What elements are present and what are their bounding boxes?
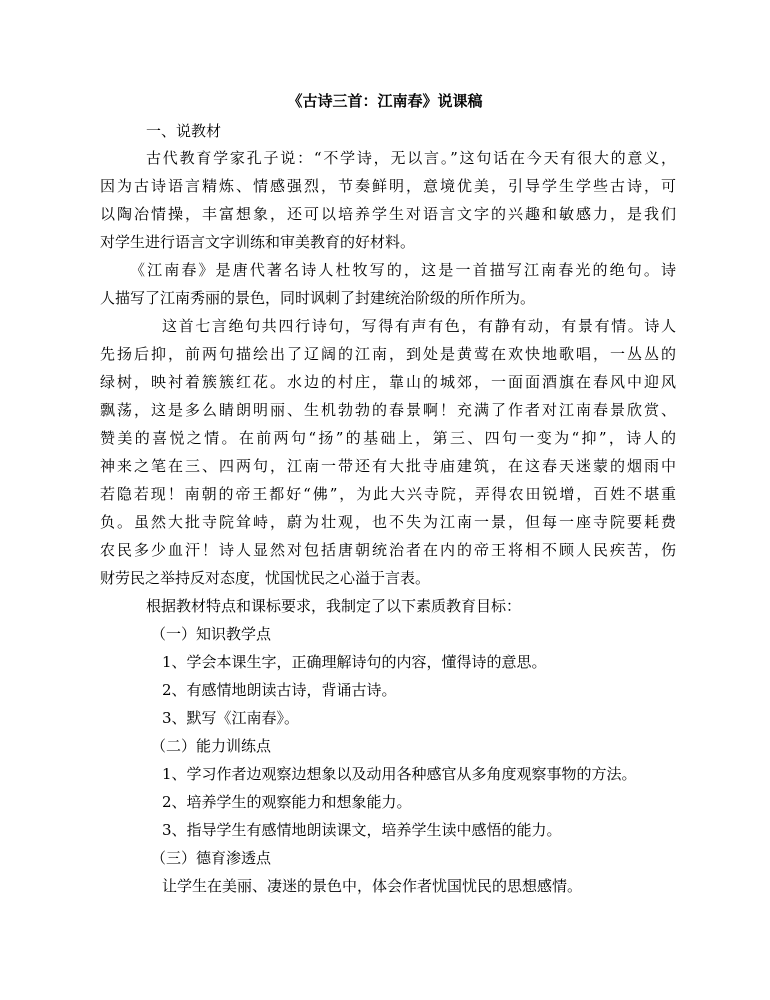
subsection-heading: （一）知识教学点	[151, 625, 272, 643]
paragraph-line: 根据教材特点和课标要求，我制定了以下素质教育目标：	[146, 597, 522, 615]
list-item: 1、学会本课生字，正确理解诗句的内容，懂得诗的意思。	[162, 653, 547, 671]
list-item: 2、有感情地朗读古诗，背诵古诗。	[162, 681, 397, 699]
subsection-heading: （二）能力训练点	[151, 737, 272, 755]
paragraph-line: 古代教育学家孔子说：“不学诗，无以言。”这句话在今天有很大的意义，	[146, 149, 676, 167]
paragraph-line: 因为古诗语言精炼、情感强烈，节奏鲜明，意境优美，引导学生学些古诗，可	[100, 177, 676, 195]
list-item: 2、培养学生的观察能力和想象能力。	[162, 793, 412, 811]
paragraph-line: 若隐若现！南朝的帝王都好“佛”，为此大兴寺院，弄得农田锐增，百姓不堪重	[100, 485, 676, 503]
paragraph-line: 农民多少血汗！诗人显然对包括唐朝统治者在内的帝王将相不顾人民疾苦，伤	[100, 541, 676, 559]
section-heading: 一、说教材	[146, 122, 222, 140]
paragraph-line: 负。虽然大批寺院耸峙，蔚为壮观，也不失为江南一景，但每一座寺院要耗费	[100, 513, 676, 531]
document-title: 《古诗三首：江南春》说课稿	[287, 92, 483, 110]
paragraph-line: 以陶冶情操，丰富想象，还可以培养学生对语言文字的兴趣和敏感力，是我们	[100, 205, 676, 223]
list-item: 3、默写《江南春》。	[162, 709, 300, 727]
paragraph-line: 财劳民之举持反对态度，忧国忧民之心溢于言表。	[100, 569, 431, 587]
paragraph-line: 对学生进行语言文字训练和审美教育的好材料。	[100, 233, 416, 251]
list-item: 3、指导学生有感情地朗读课文，培养学生读中感悟的能力。	[162, 821, 562, 839]
paragraph-line: 赞美的喜悦之情。在前两句“扬”的基础上，第三、四句一变为“抑”，诗人的	[100, 429, 676, 447]
paragraph-line: 飘荡，这是多么睛朗明丽、生机勃勃的春景啊！充满了作者对江南春景欣赏、	[100, 401, 676, 419]
list-item: 1、学习作者边观察边想象以及动用各种感官从多角度观察事物的方法。	[162, 765, 637, 783]
paragraph-line: 这首七言绝句共四行诗句，写得有声有色，有静有动，有景有情。诗人	[162, 317, 676, 335]
paragraph-line: 《江南春》是唐代著名诗人杜牧写的，这是一首描写江南春光的绝句。诗	[130, 261, 676, 279]
paragraph-line: 先扬后抑，前两句描绘出了辽阔的江南，到处是黄莺在欢快地歌唱，一丛丛的	[100, 345, 676, 363]
paragraph-line: 神来之笔在三、四两句，江南一带还有大批寺庙建筑，在这春天迷蒙的烟雨中	[100, 457, 676, 475]
paragraph-line: 绿树，映衬着簇簇红花。水边的村庄，靠山的城郊，一面面酒旗在春风中迎风	[100, 373, 676, 391]
subsection-heading: （三）德育渗透点	[151, 849, 272, 867]
paragraph-line: 人描写了江南秀丽的景色，同时讽刺了封建统治阶级的所作所为。	[100, 289, 536, 307]
paragraph-line: 让学生在美丽、凄迷的景色中，体会作者忧国忧民的思想感情。	[162, 877, 583, 895]
